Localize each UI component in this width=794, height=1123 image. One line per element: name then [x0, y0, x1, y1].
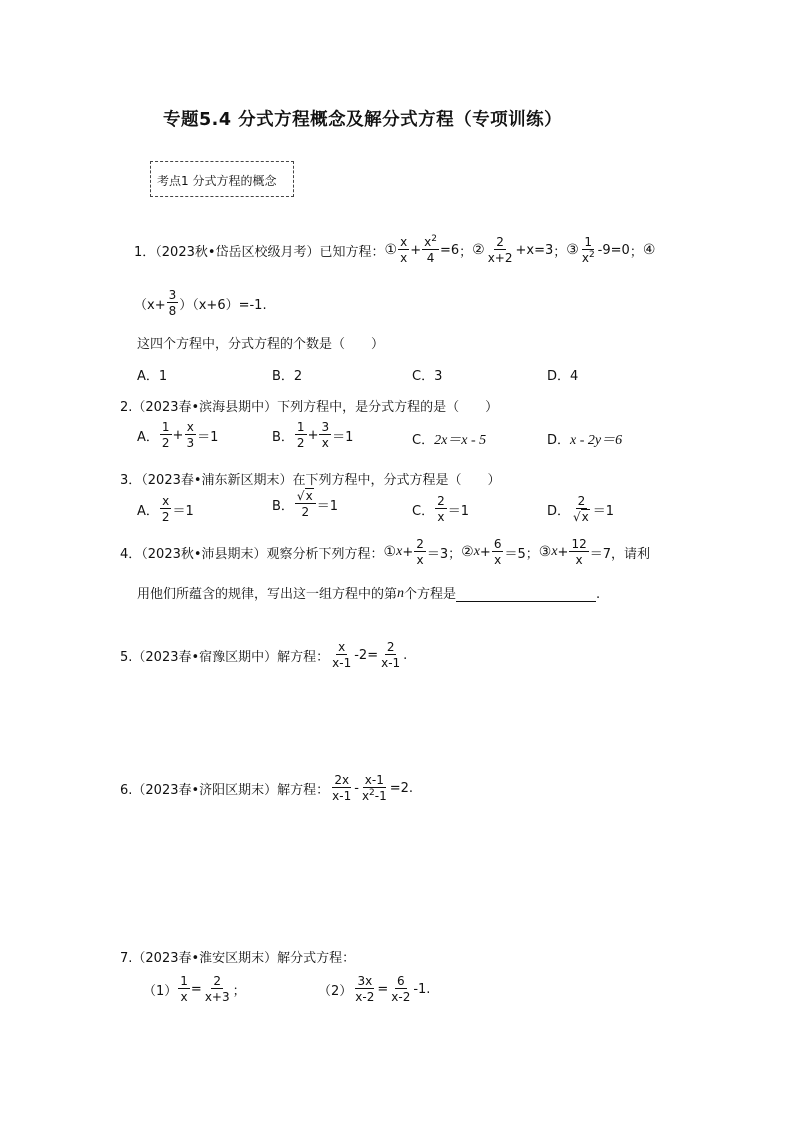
q4-line1: 4．（2023秋•沛县期末）观察分析下列方程： ① x + $\frac{2}{x}$ ＝3； ② x + $\frac{6}{x}$ ＝5； ③ x + $\frac{12}{x}$ ＝7 ，请利 [120, 537, 651, 567]
q2-option-a: A． $\frac{1}{2}$ + $\frac{x}{3}$ ＝1 [137, 420, 219, 450]
q1-eq2-mark: ② [472, 242, 485, 258]
q5-prefix: 5.（2023春•宿豫区期中）解方程： [120, 649, 330, 665]
q4-line2-b: 个方程是 [404, 587, 457, 602]
q4-line2 [137, 583, 600, 602]
q3-prefix: 3．（2023春•浦东新区期末）在下列方程中，分式方程是（ ） [120, 473, 501, 488]
q2-label-b: B． [272, 429, 294, 445]
q2-c-text: 2x＝x - 5 [434, 433, 487, 448]
q5-line: 5.（2023春•宿豫区期中）解方程： $\frac{x}{x-1}$ -2= $\frac{2}{x-1}$ . [120, 640, 408, 670]
q1-eq4-b: ）（x+6）=-1. [179, 297, 267, 313]
q1-prefix: 1．（2023秋•岱岳区校级月考）已知方程： [134, 244, 385, 260]
q4-tail: ，请利 [611, 546, 651, 562]
q1-question: 这四个方程中，分式方程的个数是（ ） [137, 337, 385, 352]
q3-label-a: A． [137, 503, 159, 519]
q2-option-d [547, 429, 622, 449]
q1-eq1-frac-a: $\frac{x}{x}$ [400, 235, 408, 265]
q3-label-d: D． [547, 503, 571, 519]
q2-option-b: B． $\frac{1}{2}$ + $\frac{3}{x}$ ＝1 [272, 420, 354, 450]
q1-eq1-frac-b: $\frac{x^2}{4}$ [424, 234, 437, 265]
q4-answer-blank[interactable] [456, 589, 596, 602]
q1-eq4-frac: $\frac{3}{8}$ [168, 288, 177, 318]
page-title: 专题5.4 分式方程概念及解分式方程（专项训练） [163, 110, 563, 130]
q2-label-d: D． [547, 433, 571, 448]
q1-sep: ； [629, 244, 643, 260]
q1-option-a: A．1 [137, 369, 168, 384]
q6-line: 6.（2023春•济阳区期末）解方程： $\frac{2x}{x-1}$ - $\frac{x-1}{x^2-1}$ =2. [120, 773, 414, 803]
q2-d-text: x - 2y＝6 [570, 433, 623, 448]
q1-eq4-a: （x+ [134, 297, 166, 313]
q1-eq2-frac: $\frac{2}{x+2}$ [487, 235, 513, 265]
q3-label-b: B． [272, 498, 294, 514]
q1-eq1-mark: ① [384, 242, 398, 258]
q1-option-b: B．2 [272, 369, 303, 384]
q7-part1: （1） $\frac{1}{x}$ = $\frac{2}{x+3}$ ； [143, 974, 246, 1004]
q1-eq3-frac: $\frac{1}{x^2}$ [581, 235, 595, 265]
q4-line2-a: 用他们所蕴含的规律，写出这一组方程中的第 [137, 587, 398, 602]
q7-p1-label: （1） [143, 983, 178, 999]
q6-prefix: 6.（2023春•济阳区期末）解方程： [120, 782, 330, 798]
q7-p2-label: （2） [318, 983, 353, 999]
q4-prefix: 4．（2023秋•沛县期末）观察分析下列方程： [120, 546, 384, 562]
q4-end: . [596, 587, 601, 602]
question-1-line2 [134, 289, 267, 317]
q7-prefix: 7.（2023春•淮安区期末）解分式方程： [120, 951, 356, 966]
q2-option-c [412, 429, 486, 449]
section-label: 考点1 分式方程的概念 [157, 174, 277, 188]
q1-option-c: C．3 [412, 369, 443, 384]
q1-option-d: D．4 [547, 369, 579, 384]
q1-sep: ； [553, 244, 567, 260]
q4-n: n [397, 586, 405, 601]
q3-option-c: C． $\frac{2}{x}$ ＝1 [412, 494, 469, 524]
q1-eq3-mark: ③ [566, 242, 579, 258]
q3-option-a: A． $\frac{x}{2}$ ＝1 [137, 494, 194, 524]
q3-option-d: D． $\frac{2}{√x}$ ＝1 [547, 494, 615, 524]
q7-part2: （2） $\frac{3x}{x-2}$ = $\frac{6}{x-2}$ -1. [318, 974, 431, 1004]
q2-prefix: 2.（2023春•滨海县期中）下列方程中，是分式方程的是（ ） [120, 400, 499, 415]
q3-option-b: B． $\frac{√x}{2}$ ＝1 [272, 489, 338, 519]
q2-label-a: A． [137, 429, 159, 445]
question-1-line1: 1．（2023秋•岱岳区校级月考）已知方程： ① $\frac{x}{x}$ + $\frac{x^2}{4}$ =6 ； ② $\frac{2}{x+2}$ +x=3 ； ③ $\frac{1}{x^2}$ -9=0 ； ④ [134, 234, 656, 265]
q3-label-c: C． [412, 503, 435, 519]
section-box [150, 161, 294, 197]
q1-eq4-mark: ④ [642, 242, 656, 258]
q2-label-c: C． [412, 433, 435, 448]
q1-sep: ； [459, 244, 473, 260]
